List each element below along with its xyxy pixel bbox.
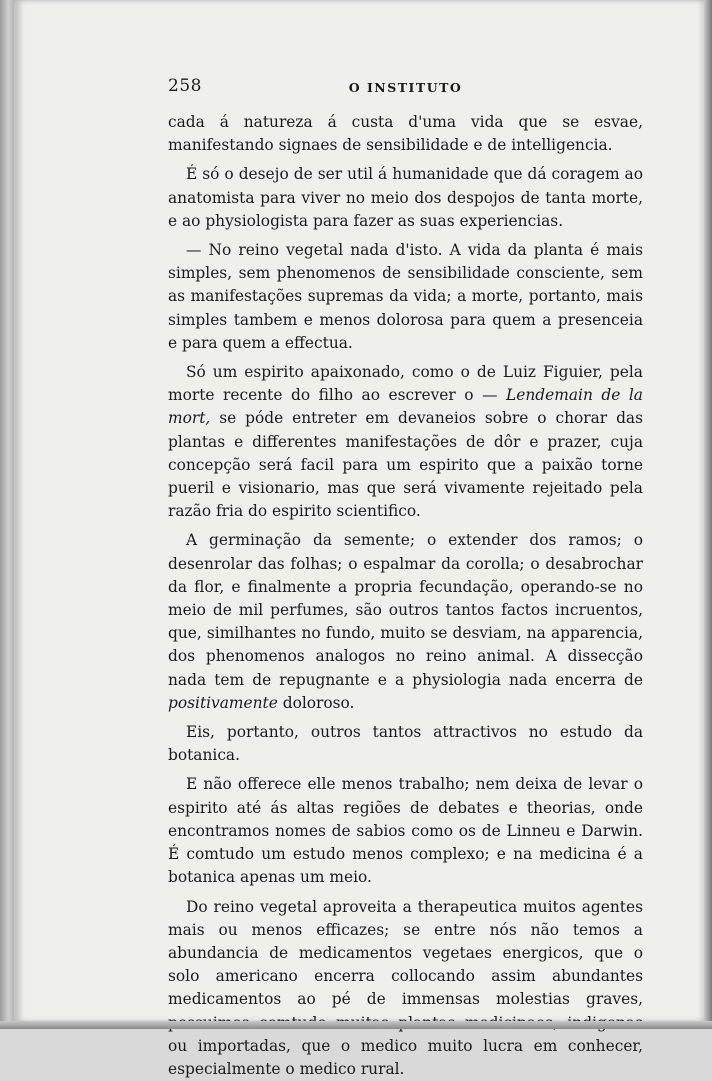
emphasis-italic: positivamente <box>168 694 278 712</box>
paragraph-5-text-b: doloroso. <box>278 694 355 712</box>
paragraph-7: E não offerece elle menos trabalho; nem deixa de levar o espirito até ás altas regiões de debates e theorias, onde encontramos nomes de sabios como os de Linneu e Darwin. É comtudo um estudo menos complexo; e na medicina é a botanica apenas um meio. <box>168 773 643 889</box>
running-title: O INSTITUTO <box>168 80 643 95</box>
book-title-italic: Lendemain de la mort, <box>168 386 643 427</box>
paragraph-1: cada á natureza á custa d'uma vida que se esvae, manifestando signaes de sensibilidade e de intelligencia. <box>168 111 643 157</box>
paragraph-6: Eis, portanto, outros tantos attractivos no estudo da botanica. <box>168 721 643 767</box>
paragraph-4-text-b: se póde entreter em devaneios sobre o chorar das plantas e differentes manifestações de dôr e prazer, cuja concepção será facil para um espirito que a paixão torne pueril e visionario, mas que será vivamente rejeitado pela razão fria do espirito scientifico. <box>168 409 643 520</box>
page-header <box>168 76 643 98</box>
page-gutter-left <box>0 0 14 1029</box>
paragraph-3: — No reino vegetal nada d'isto. A vida da planta é mais simples, sem phenomenos de sensibilidade consciente, sem as manifestações supremas da vida; a morte, portanto, mais simples tambem e menos dolorosa para quem a presenceia e para quem a effectua. <box>168 239 643 355</box>
paragraph-2: É só o desejo de ser util á humanidade que dá coragem ao anatomista para viver no meio dos despojos de tanta morte, e ao physiologista para fazer as suas experiencias. <box>168 163 643 233</box>
page-number: 258 <box>168 76 202 96</box>
page-edge-bottom <box>0 1021 712 1029</box>
paragraph-4 <box>168 361 643 523</box>
page-edge-right <box>704 0 712 1029</box>
paragraph-4-text-a: Só um espirito apaixonado, como o de Luiz Figuier, pela morte recente do filho ao escrever o — <box>168 363 643 404</box>
paragraph-8: Do reino vegetal aproveita a therapeutica muitos agentes mais ou menos efficazes; se entre nós não temos a abundancia de medicamentos vegetaes energicos, que o solo americano encerra collocando assim abundantes medicamentos ao pé de immensas molestias graves, ou importadas, que o medico muito lucra em conhecer, especialmente o medico rural. <box>168 896 643 1081</box>
body-text <box>168 111 643 1081</box>
paragraph-5-text-a: A germinação da semente; o extender dos ramos; o desenrolar das folhas; o espalmar da corolla; o desabrochar da flor, e finalmente a propria fecundação, operando-se no meio de mil perfumes, são outros tantos factos incruentos, que, similhantes no fundo, muito se desviam, na apparencia, dos phenomenos analogos no reino animal. A dissecção nada tem de repugnante e a physiologia nada encerra de <box>168 531 643 688</box>
paragraph-5 <box>168 529 643 715</box>
